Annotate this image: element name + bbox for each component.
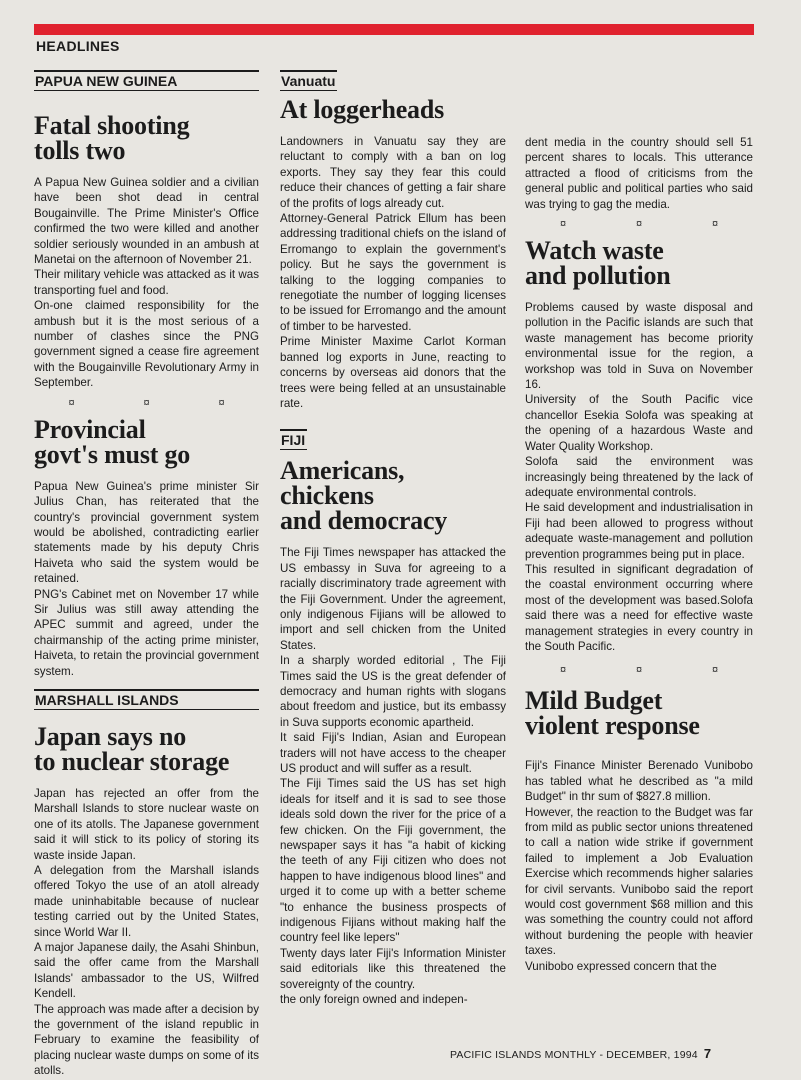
section-title: HEADLINES xyxy=(36,38,120,54)
article-body: The Fiji Times newspaper has attacked the US embassy in Suva for agreeing to a racially discriminatory trade agreement with the Fiji Government. Under the agreement, only indigenous Fijians will be allowed to import and sell chicken from the United States. In a sharply worded editorial , The Fiji Times said the US is the great defender of democracy and human rights with slogans about freedom and justice, but its embassy in Suva supports economic apartheid. It said Fiji's Indian, Asian and European traders will not have access to the cheaper US product and will suffer as a result. The Fiji Times said the US has set high ideals for itself and it is sad to see those ideals sold down the river for the price of a few chicken. On the Fiji government, the newspaper says it has "a habit of kicking the teeth of any Fiji citizen who does not happen to have indigenous blood lines" and urged it to come up with a better scheme "to enhance the business prospects of indigenous Fijians without making half the country feel like lepers" Twenty days later Fiji's Information Minister said editorials like this threatened the sovereignty of the country. the only foreign owned and indepen- xyxy=(280,546,506,1007)
page-number: 7 xyxy=(703,1046,712,1061)
article-fiji-chickens xyxy=(280,429,506,1007)
page-footer xyxy=(450,1046,711,1061)
article-body: A Papua New Guinea soldier and a civilian have been shot dead in central Bougainville. The Prime Minister's Office confirmed the two were killed and another soldier seriously wounded in an ambush at Manetai on the afternoon of November 21. Their military vehicle was attacked as it was transporting fuel and food. On-one claimed responsibility for the ambush but it is the most serious of a number of clashes since the PNG government signed a cease fire agreement with the Bougainville Revolutionary Army in September. xyxy=(34,176,259,390)
article-separator: ¤ ¤ ¤ xyxy=(559,664,719,677)
headline-provincial-govts: Provincial govt's must go xyxy=(34,414,191,469)
headline-fatal-shooting: Fatal shooting tolls two xyxy=(34,111,190,165)
headline-watch-waste-pollution: Watch waste and pollution xyxy=(525,236,671,291)
headline-japan-nuclear: Japan says no to nuclear storage xyxy=(34,721,230,776)
kicker-fiji: FIJI xyxy=(280,429,307,450)
headline-americans-chickens-democracy: Americans, chickens and democracy xyxy=(280,456,448,536)
headline-at-loggerheads: At loggerheads xyxy=(280,95,445,124)
kicker-marshall-islands: MARSHALL ISLANDS xyxy=(34,689,259,710)
article-provincial-govts xyxy=(34,414,259,679)
article-body: Papua New Guinea's prime minister Sir Julius Chan, has reiterated that the country's provincial government system would be abolished, contradicting earlier statements made by his deputy Chris Haiveta who said the system would be retained. PNG's Cabinet met on November 17 while Sir Julius was still away attending the APEC summit and agreed, under the chairmanship of the acting prime minister, Haiveta, to retain the provincial government system. xyxy=(34,479,259,678)
article-separator: ¤ ¤ ¤ xyxy=(559,218,719,231)
footer-publication: PACIFIC ISLANDS MONTHLY - DECEMBER, 1994 xyxy=(450,1049,698,1061)
article-watch-waste xyxy=(525,238,753,654)
article-separator: ¤ ¤ ¤ xyxy=(68,396,225,409)
top-red-bar xyxy=(34,24,754,35)
article-body: Landowners in Vanuatu say they are reluctant to comply with a ban on log exports. They say they fear this could reduce their chances of getting a fair share of the profits of logs already cut. Attorney-General Patrick Ellum has been addressing traditional chiefs on the island of Erromango to explain the government's policy. But he says the government is talking to the logging companies to renegotiate the number of logging licenses to be issued for Erromango and the amount of timber to be harvested. Prime Minister Maxime Carlot Korman banned log exports in June, reacting to concerns by overseas aid donors that the trees were being felled at an unsustainable rate. xyxy=(280,135,506,410)
kicker-papua-new-guinea: PAPUA NEW GUINEA xyxy=(34,70,259,91)
column-3 xyxy=(525,135,753,974)
article-body: Japan has rejected an offer from the Marshall Islands to store nuclear waste on one of its atolls. The Japanese government said it will stick to its policy of storing its waste inside Japan. A delegation from the Marshall islands offered Tokyo the use of an atoll already made uninhabitable because of nuclear testing carried out by the United States, since World War II. A major Japanese daily, the Asahi Shinbun, said the offer came from the Marshall Islands' ambassador to the US, Wilfred Kendell. The approach was made after a decision by the government of the island republic in February to examine the feasibility of placing nuclear waste dumps on some of its atolls. xyxy=(34,786,259,1078)
article-body: Problems caused by waste disposal and pollution in the Pacific islands are such that waste management has become priority environmental issue for the region, a workshop was told in Suva on November 16. University of the South Pacific vice chancellor Esekia Solofa was speaking at the opening of a hazardous Waste and Water Quality Workshop. Solofa said the environment was increasingly being threatened by the lack of adequate environmental controls. He said development and industrialisation in Fiji had been allowed to progress without adequate waste-management and pollution prevention programmes being put in place. This resulted in significant degradation of the coastal environment occurring where most of the development was based.Solofa said there was a need for effective waste management strategies in every country in the South Pacific. xyxy=(525,301,753,653)
column-1 xyxy=(34,70,259,1079)
article-japan-nuclear xyxy=(34,689,259,1079)
kicker-vanuatu: Vanuatu xyxy=(280,70,337,91)
article-fatal-shooting xyxy=(34,70,259,391)
article-mild-budget xyxy=(525,688,753,974)
continued-fiji-text: dent media in the country should sell 51 percent shares to locals. This utterance attracted a flood of criticisms from the general public and political parties who said was trying to gag the media. xyxy=(525,136,753,211)
article-body: Fiji's Finance Minister Berenado Vunibobo has tabled what he described as "a mild Budget" in thr sum of $827.8 million. However, the reaction to the Budget was far from mild as public sector unions threatened to call a nation wide strike if government failed to implement a Job Evaluation Exercise which recommends higher salaries for civil servants. Vunibobo said the report would cost government $68 million and this was something the country could not afford without burdening the people with heavier taxes. Vunibobo expressed concern that the xyxy=(525,759,753,973)
headline-mild-budget: Mild Budget violent response xyxy=(525,686,700,741)
column-2 xyxy=(280,70,506,1008)
article-vanuatu-loggerheads xyxy=(280,70,506,411)
